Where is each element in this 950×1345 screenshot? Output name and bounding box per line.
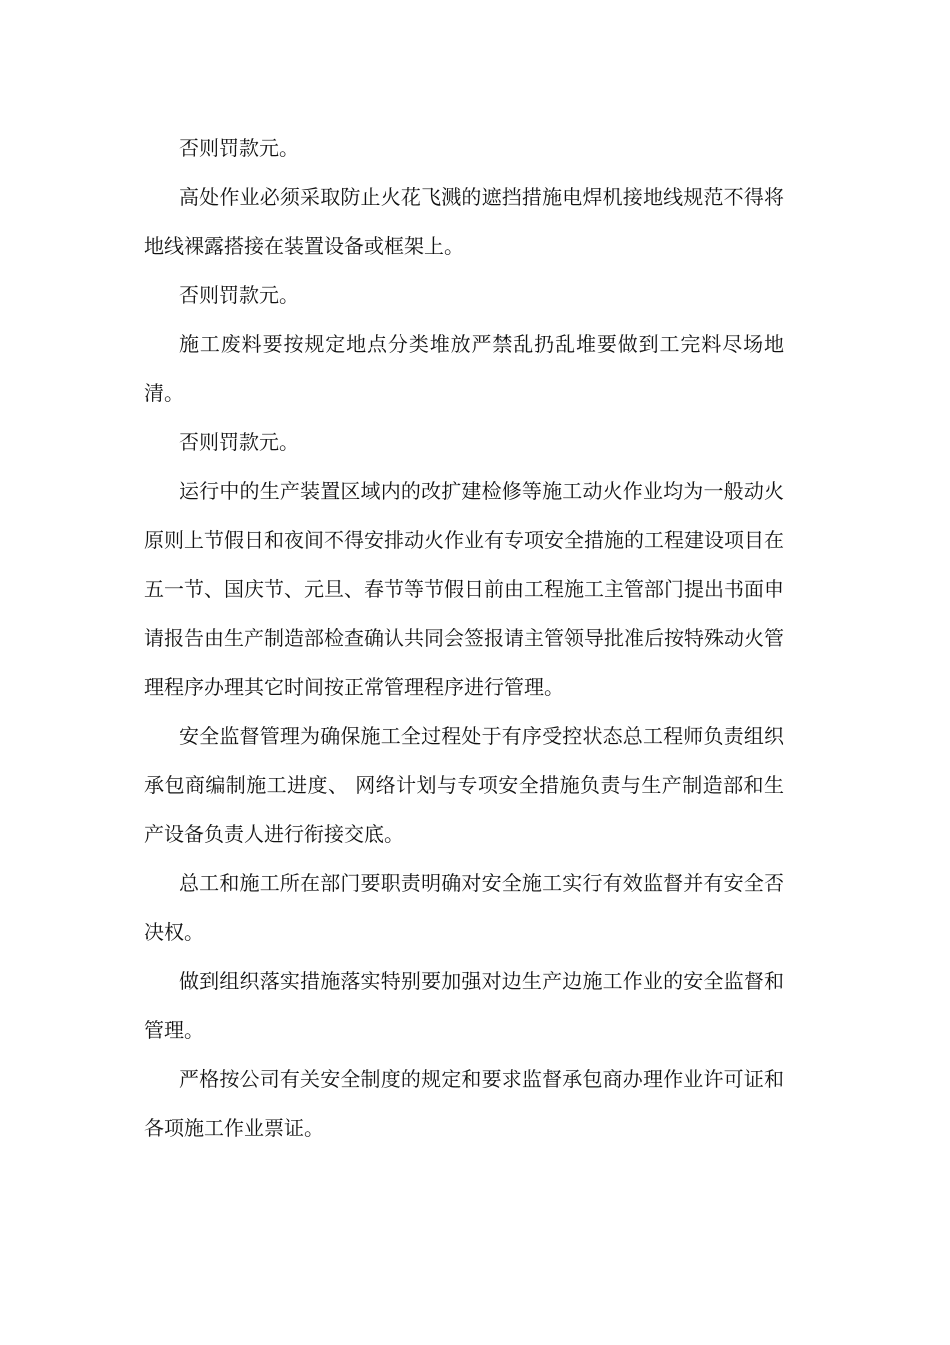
- paragraph-5: 否则罚款元。: [179, 430, 299, 454]
- paragraph-6: 运行中的生产装置区域内的改扩建检修等施工动火作业均为一般动火原则上节假日和夜间不得安排动火作业有专项安全措施的工程建设项目在五一节、国庆节、元旦、春节等节假日前由工程施工主管部门提出书面申请报告由生产制造部检查确认共同会签报请主管领导批准后按特殊动火管理程序办理其它时间按正常管理程序进行管理。: [144, 479, 784, 699]
- paragraph-2: 高处作业必须采取防止火花飞溅的遮挡措施电焊机接地线规范不得将地线裸露搭接在装置设备或框架上。: [144, 185, 784, 258]
- paragraph-9: 做到组织落实措施落实特别要加强对边生产边施工作业的安全监督和管理。: [144, 969, 784, 1042]
- paragraph-1: 否则罚款元。: [179, 136, 299, 160]
- paragraph-8: 总工和施工所在部门要职责明确对安全施工实行有效监督并有安全否决权。: [144, 871, 784, 944]
- paragraph-3: 否则罚款元。: [179, 283, 299, 307]
- paragraph-4: 施工废料要按规定地点分类堆放严禁乱扔乱堆要做到工完料尽场地清。: [144, 332, 784, 405]
- paragraph-10: 严格按公司有关安全制度的规定和要求监督承包商办理作业许可证和各项施工作业票证。: [144, 1067, 784, 1140]
- document-body: [144, 124, 784, 1153]
- paragraph-7: 安全监督管理为确保施工全过程处于有序受控状态总工程师负责组织承包商编制施工进度、 网络计划与专项安全措施负责与生产制造部和生产设备负责人进行衔接交底。: [144, 724, 784, 846]
